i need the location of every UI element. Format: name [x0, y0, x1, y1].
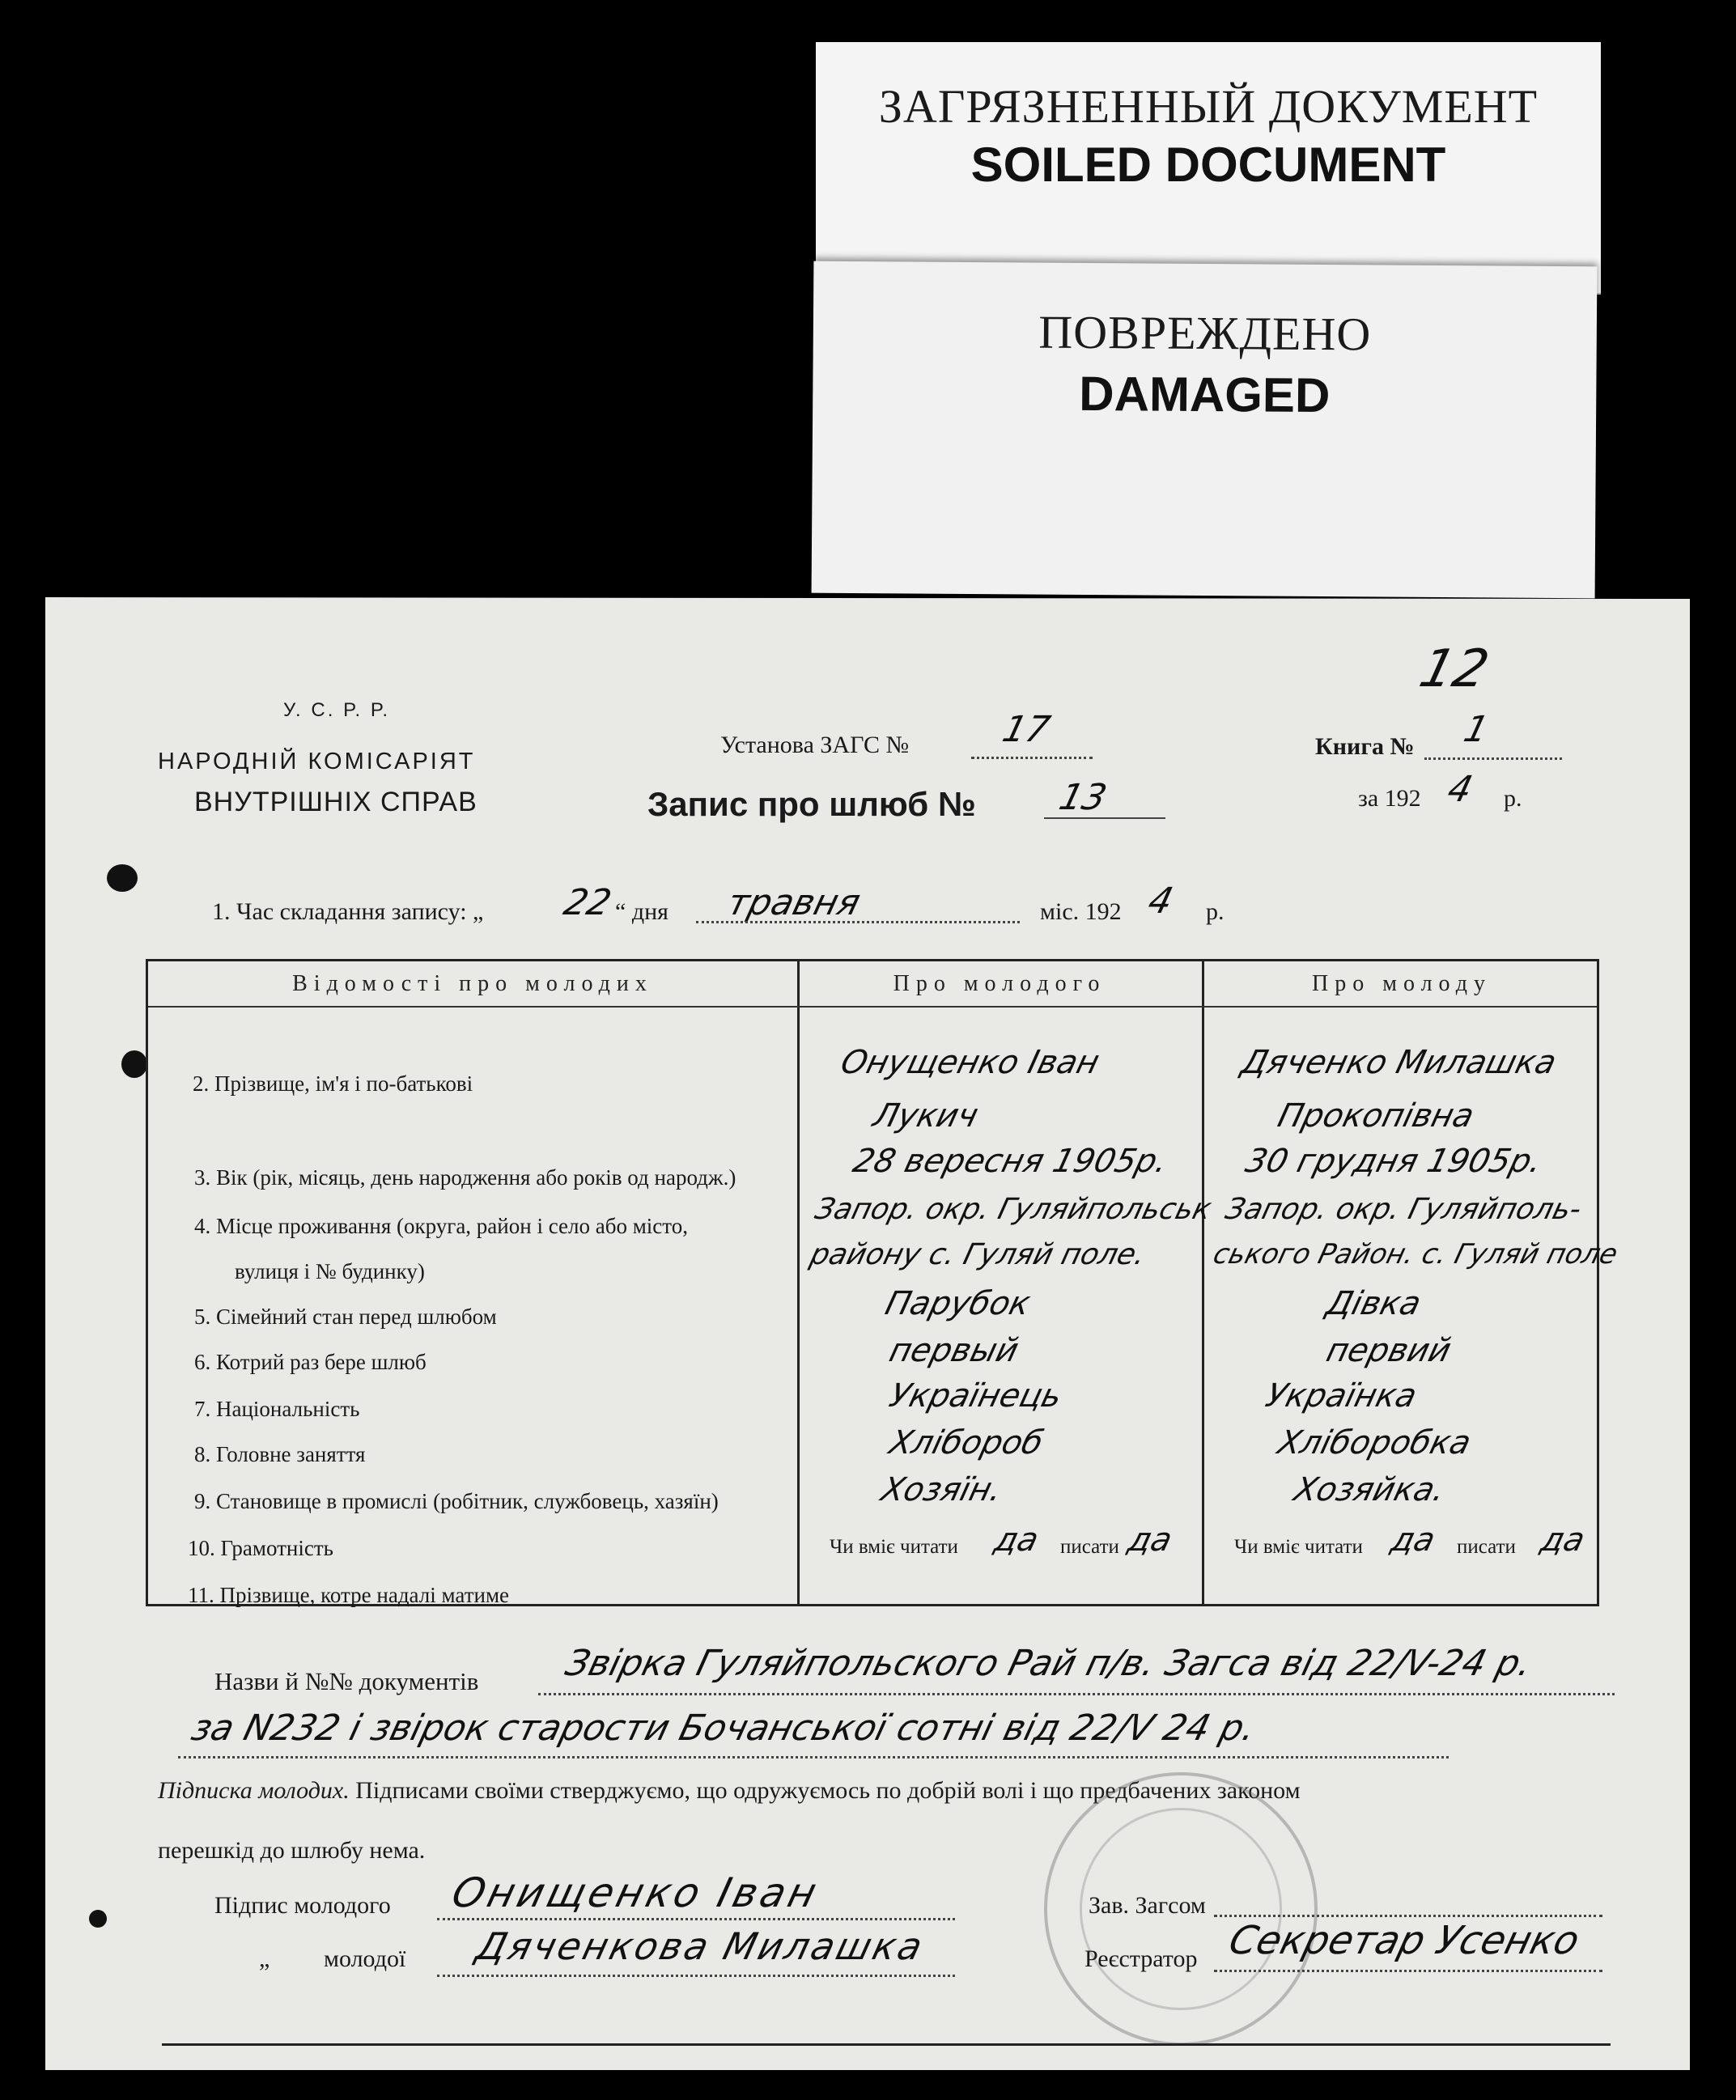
damaged-notice	[812, 261, 1598, 599]
bride-signature-line	[437, 1975, 955, 1977]
row-label-name: 2. Прізвище, ім'я і по-батькові	[193, 1071, 473, 1096]
registrar-signature: Секретар Усенко	[1225, 1918, 1585, 1963]
groom-signature-line	[437, 1918, 955, 1920]
bride-surname: Дяченко Милашка	[1237, 1044, 1560, 1081]
book-number-line	[1424, 757, 1562, 760]
bride-position: Хозяйка.	[1290, 1471, 1449, 1508]
groom-write-value: да	[1124, 1521, 1176, 1559]
statement-lead: Підписка молодих.	[158, 1777, 350, 1804]
book-label: Книга №	[1315, 733, 1415, 760]
groom-position: Хозяїн.	[877, 1471, 1006, 1508]
row-label-marital-status: 5. Сімейний стан перед шлюбом	[194, 1305, 497, 1329]
groom-birthdate: 28 вересня 1905р.	[849, 1143, 1172, 1180]
row-label-future-surname: 11. Прізвище, котре надалі матиме	[188, 1583, 510, 1607]
bride-birthdate: 30 грудня 1905р.	[1242, 1143, 1546, 1180]
groom-signature: Онищенко Іван	[447, 1869, 825, 1916]
soiled-document-notice	[816, 42, 1601, 295]
bride-write-label: писати	[1457, 1536, 1516, 1558]
record-day-suffix: “ дня	[615, 898, 669, 925]
row-label-position: 9. Становище в промислі (робітник, службовець, хазяїн)	[194, 1489, 719, 1513]
head-registry-line	[1214, 1915, 1602, 1917]
bride-patronymic: Прокопівна	[1274, 1097, 1478, 1135]
soiled-notice-en: SOILED DOCUMENT	[970, 138, 1446, 192]
groom-write-label: писати	[1060, 1536, 1119, 1558]
groom-residence-2: району с. Гуляй поле.	[806, 1238, 1149, 1271]
bride-residence-2: ського Район. с. Гуляй поле	[1210, 1238, 1621, 1271]
record-title: Запис про шлюб №	[647, 785, 976, 823]
groom-marriage-count: первый	[885, 1332, 1023, 1369]
column-divider	[797, 961, 800, 1604]
commissariat-line-1: НАРОДНІЙ КОМІСАРІЯТ	[158, 749, 476, 774]
bride-signature-prefix: „	[259, 1945, 270, 1972]
row-label-residence: 4. Місце проживання (округа, район і село або місто,	[194, 1214, 688, 1238]
groom-residence-1: Запор. окр. Гуляйпольськ	[811, 1193, 1216, 1226]
documents-label: Назви й №№ документів	[214, 1667, 479, 1695]
bride-marital-status: Дівка	[1322, 1285, 1425, 1322]
record-month-suffix: міс. 192	[1040, 898, 1122, 925]
bride-nationality: Українка	[1262, 1377, 1421, 1415]
damaged-notice-en: DAMAGED	[1079, 366, 1331, 423]
groom-nationality: Українець	[885, 1377, 1066, 1415]
year-prefix: за 192	[1358, 785, 1421, 812]
documents-line-2: за N232 і звірок старости Бочанської сотні від 22/V 24 р.	[187, 1708, 1260, 1749]
year-suffix: р.	[1504, 785, 1522, 812]
bride-read-value: да	[1387, 1521, 1439, 1559]
groom-read-value: да	[991, 1521, 1042, 1559]
statement-text: Підписами своїми стверджуємо, що одружуємось по добрій волі і що предбачених законом	[355, 1777, 1301, 1804]
record-month: травня	[723, 882, 865, 923]
record-month-line	[696, 921, 1020, 923]
row-label-occupation: 8. Головне заняття	[194, 1442, 366, 1466]
bride-occupation: Хліборобка	[1274, 1424, 1475, 1462]
punch-hole	[107, 864, 138, 892]
registrar-line	[1214, 1970, 1602, 1972]
row-label-nationality: 7. Національність	[194, 1397, 360, 1421]
groom-marital-status: Парубок	[881, 1285, 1034, 1322]
record-day: 22	[559, 882, 616, 923]
registrar-label: Реєстратор	[1084, 1945, 1198, 1972]
row-label-age: 3. Вік (рік, місяць, день народження або років од народж.)	[194, 1165, 736, 1190]
statement-line-2: перешкід до шлюбу нема.	[158, 1837, 426, 1864]
record-time-label: 1. Час складання запису: „	[212, 898, 484, 925]
page-number: 12	[1413, 639, 1495, 699]
zags-number: 17	[998, 709, 1055, 750]
bride-write-value: да	[1537, 1521, 1589, 1559]
row-label-marriage-count: 6. Котрий раз бере шлюб	[194, 1350, 427, 1374]
bride-read-label: Чи вміє читати	[1234, 1536, 1363, 1558]
book-number: 1	[1459, 709, 1493, 750]
documents-line-1: Звірка Гуляйпольского Рай п/в. Загса від 22/V-24 р.	[561, 1643, 1536, 1684]
bottom-rule	[162, 2043, 1611, 2046]
republic-label: У. С. Р. Р.	[283, 699, 391, 721]
documents-line-2-rule	[178, 1756, 1449, 1758]
table-header-groom: Про молодого	[893, 971, 1106, 996]
groom-read-label: Чи вміє читати	[830, 1536, 958, 1558]
commissariat-line-2: ВНУТРІШНІХ СПРАВ	[194, 787, 478, 817]
punch-hole	[89, 1910, 107, 1928]
year-digit: 4	[1443, 769, 1477, 810]
groom-signature-label: Підпис молодого	[214, 1892, 391, 1919]
head-registry-label: Зав. Загсом	[1089, 1892, 1206, 1919]
record-year-suffix: р.	[1206, 898, 1225, 925]
groom-surname: Онущенко Іван	[837, 1044, 1103, 1081]
column-divider	[1202, 961, 1204, 1604]
header-divider	[148, 1006, 1597, 1008]
table-header-info: Відомості про молодих	[292, 971, 653, 996]
table-header-bride: Про молоду	[1312, 971, 1492, 996]
groom-occupation: Хлібороб	[885, 1424, 1047, 1462]
bride-signature-label: молодої	[324, 1945, 406, 1972]
punch-hole	[121, 1050, 147, 1078]
bride-marriage-count: первий	[1322, 1332, 1455, 1369]
row-label-residence-cont: вулиця і № будинку)	[235, 1259, 425, 1283]
zags-number-line	[971, 757, 1093, 759]
bride-residence-1: Запор. окр. Гуляйполь-	[1221, 1193, 1585, 1226]
row-label-literacy: 10. Грамотність	[188, 1536, 333, 1560]
record-year-digit: 4	[1144, 880, 1178, 922]
documents-line-1-rule	[538, 1693, 1615, 1695]
soiled-notice-ru: ЗАГРЯЗНЕННЫЙ ДОКУМЕНТ	[878, 80, 1539, 133]
record-number: 13	[1055, 777, 1111, 818]
record-number-line	[1044, 817, 1165, 819]
groom-patronymic: Лукич	[869, 1097, 983, 1135]
damaged-notice-ru: ПОВРЕЖДЕНО	[1038, 305, 1372, 361]
zags-label: Установа ЗАГС №	[720, 732, 910, 758]
bride-signature: Дяченкова Милашка	[472, 1924, 929, 1968]
